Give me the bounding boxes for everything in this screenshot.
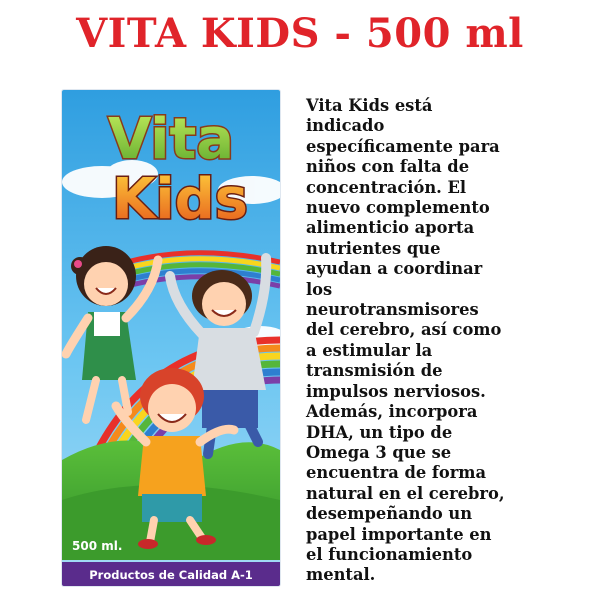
brand-logo bbox=[108, 107, 248, 232]
footer-label: Productos de Calidad A-1 bbox=[89, 568, 253, 582]
product-description: Vita Kids está indicado específicamente para niños con falta de concentración. El nuevo complemento alimenticio aporta nutrientes que ayudan a coordinar los neurotransmisores del cerebro, así como a estimular la transmisión de impulsos nerviosos. Además, incorpora DHA, un tipo de Omega 3 que se encuentra de forma natural en el cerebro, desempeñando un papel importante en el funcionamiento mental. bbox=[306, 96, 505, 585]
product-box-image bbox=[62, 90, 280, 586]
svg-text:Vita: Vita bbox=[107, 107, 235, 172]
page-title: VITA KIDS - 500 ml bbox=[76, 10, 524, 57]
volume-label: 500 ml. bbox=[72, 539, 123, 553]
svg-text:Kids: Kids bbox=[111, 167, 249, 232]
